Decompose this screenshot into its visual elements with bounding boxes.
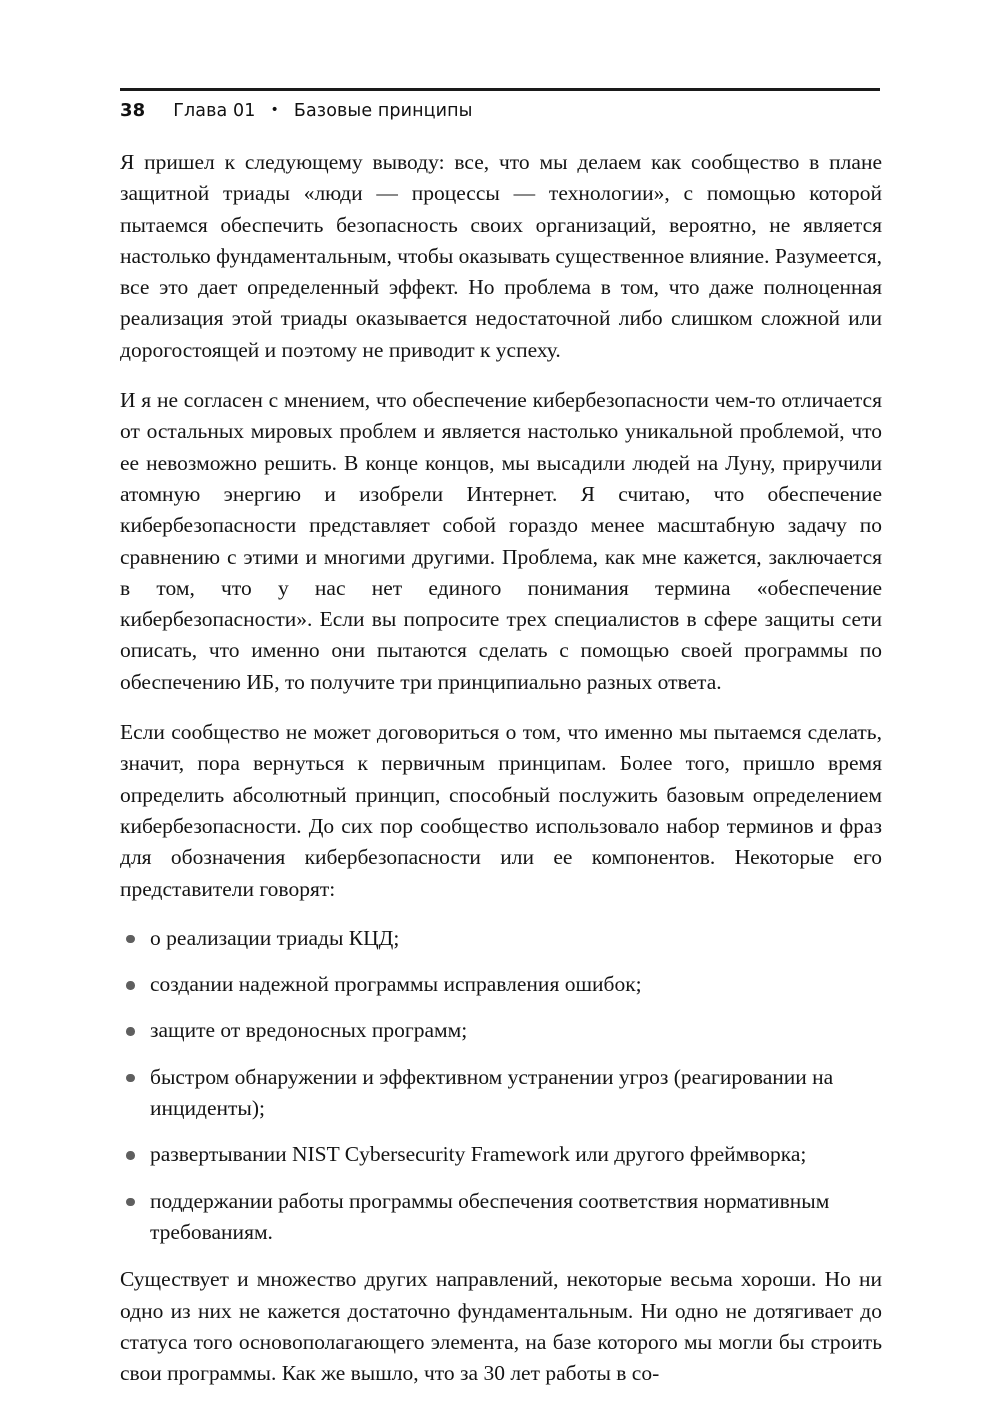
header-rule	[120, 88, 880, 91]
chapter-title: Базовые принципы	[293, 100, 473, 121]
paragraph-1: Я пришел к следующему выводу: все, что мы делаем как сообщество в плане защитной триады «люди — процессы — технологии», с помощью которой пытаемся обеспечить безопасность своих организаций, вероятно, не является настолько фундаментальным, чтобы оказывать существенное влияние. Разумеется, все это дает определенный эффект. Но проблема в том, что даже полноценная реализация этой триады оказывается недостаточной либо слишком сложной или дорогостоящей и поэтому не приводит к успеху.	[120, 150, 882, 362]
chapter-label: Глава 01	[173, 100, 256, 121]
bullet-point-icon	[126, 1198, 135, 1207]
list-item	[120, 1139, 882, 1170]
page-number: 38	[120, 99, 146, 121]
bullet-point-icon	[126, 935, 135, 944]
list-item-text: защите от вредоносных программ;	[150, 1018, 468, 1043]
paragraph-3: Если сообщество не может договориться о том, что именно мы пытаемся сделать, значит, пора вернуться к первичным принципам. Более того, пришло время определить абсолютный принцип, способный послужить базовым определением кибербезопасности. До сих пор сообщество использовало набор терминов и фраз для обозначения кибербезопасности или ее компонентов. Некоторые его представители говорят:	[120, 720, 882, 901]
list-item	[120, 923, 882, 954]
bullet-point-icon	[126, 981, 135, 990]
list-item	[120, 1015, 882, 1046]
running-head	[120, 88, 880, 121]
bullet-point-icon	[126, 1151, 135, 1160]
body-text-block	[120, 147, 882, 1389]
paragraph-2: И я не согласен с мнением, что обеспечение кибербезопасности чем-то отличается от остальных мировых проблем и является настолько уникальной проблемой, что ее невозможно решить. В конце концов, мы высадили людей на Луну, приручили атомную энергию и изобрели Интернет. Я считаю, что обеспечение кибербезопасности представляет собой гораздо менее масштабную задачу по сравнению с этими и многими другими. Проблема, как мне кажется, заключается в том, что у нас нет единого понимания термина «обеспечение кибербезопасности». Если вы попросите трех специалистов в сфере защиты сети описать, что именно они пытаются сделать с помощью своей программы по обеспечению ИБ, то получите три принципиально разных ответа.	[120, 388, 882, 694]
list-item-text: поддержании работы программы обеспечения соответствия нормативным требованиям.	[150, 1188, 830, 1244]
paragraph-closing: Существует и множество других направлений, некоторые весьма хороши. Но ни одно из них не кажется достаточно фундаментальным. Ни одно не дотягивает до статуса того основополагающего элемента, на базе которого мы могли бы строить свои программы. Как же вышло, что за 30 лет работы в со-	[120, 1267, 882, 1386]
list-item-text: о реализации триады КЦД;	[150, 925, 400, 950]
list-item	[120, 969, 882, 1000]
list-item-text: создании надежной программы исправления ошибок;	[150, 972, 642, 997]
list-item-text: развертывании NIST Cybersecurity Framework или другого фреймворка;	[150, 1142, 807, 1167]
running-head-line	[120, 100, 880, 121]
list-item	[120, 1186, 882, 1249]
bullet-separator-icon: •	[270, 101, 279, 118]
bullet-list	[120, 923, 882, 1248]
list-item-text: быстром обнаружении и эффективном устранении угроз (реагировании на инциденты);	[150, 1064, 834, 1121]
list-item	[120, 1062, 882, 1125]
bullet-point-icon	[126, 1027, 135, 1036]
bullet-point-icon	[126, 1074, 135, 1083]
